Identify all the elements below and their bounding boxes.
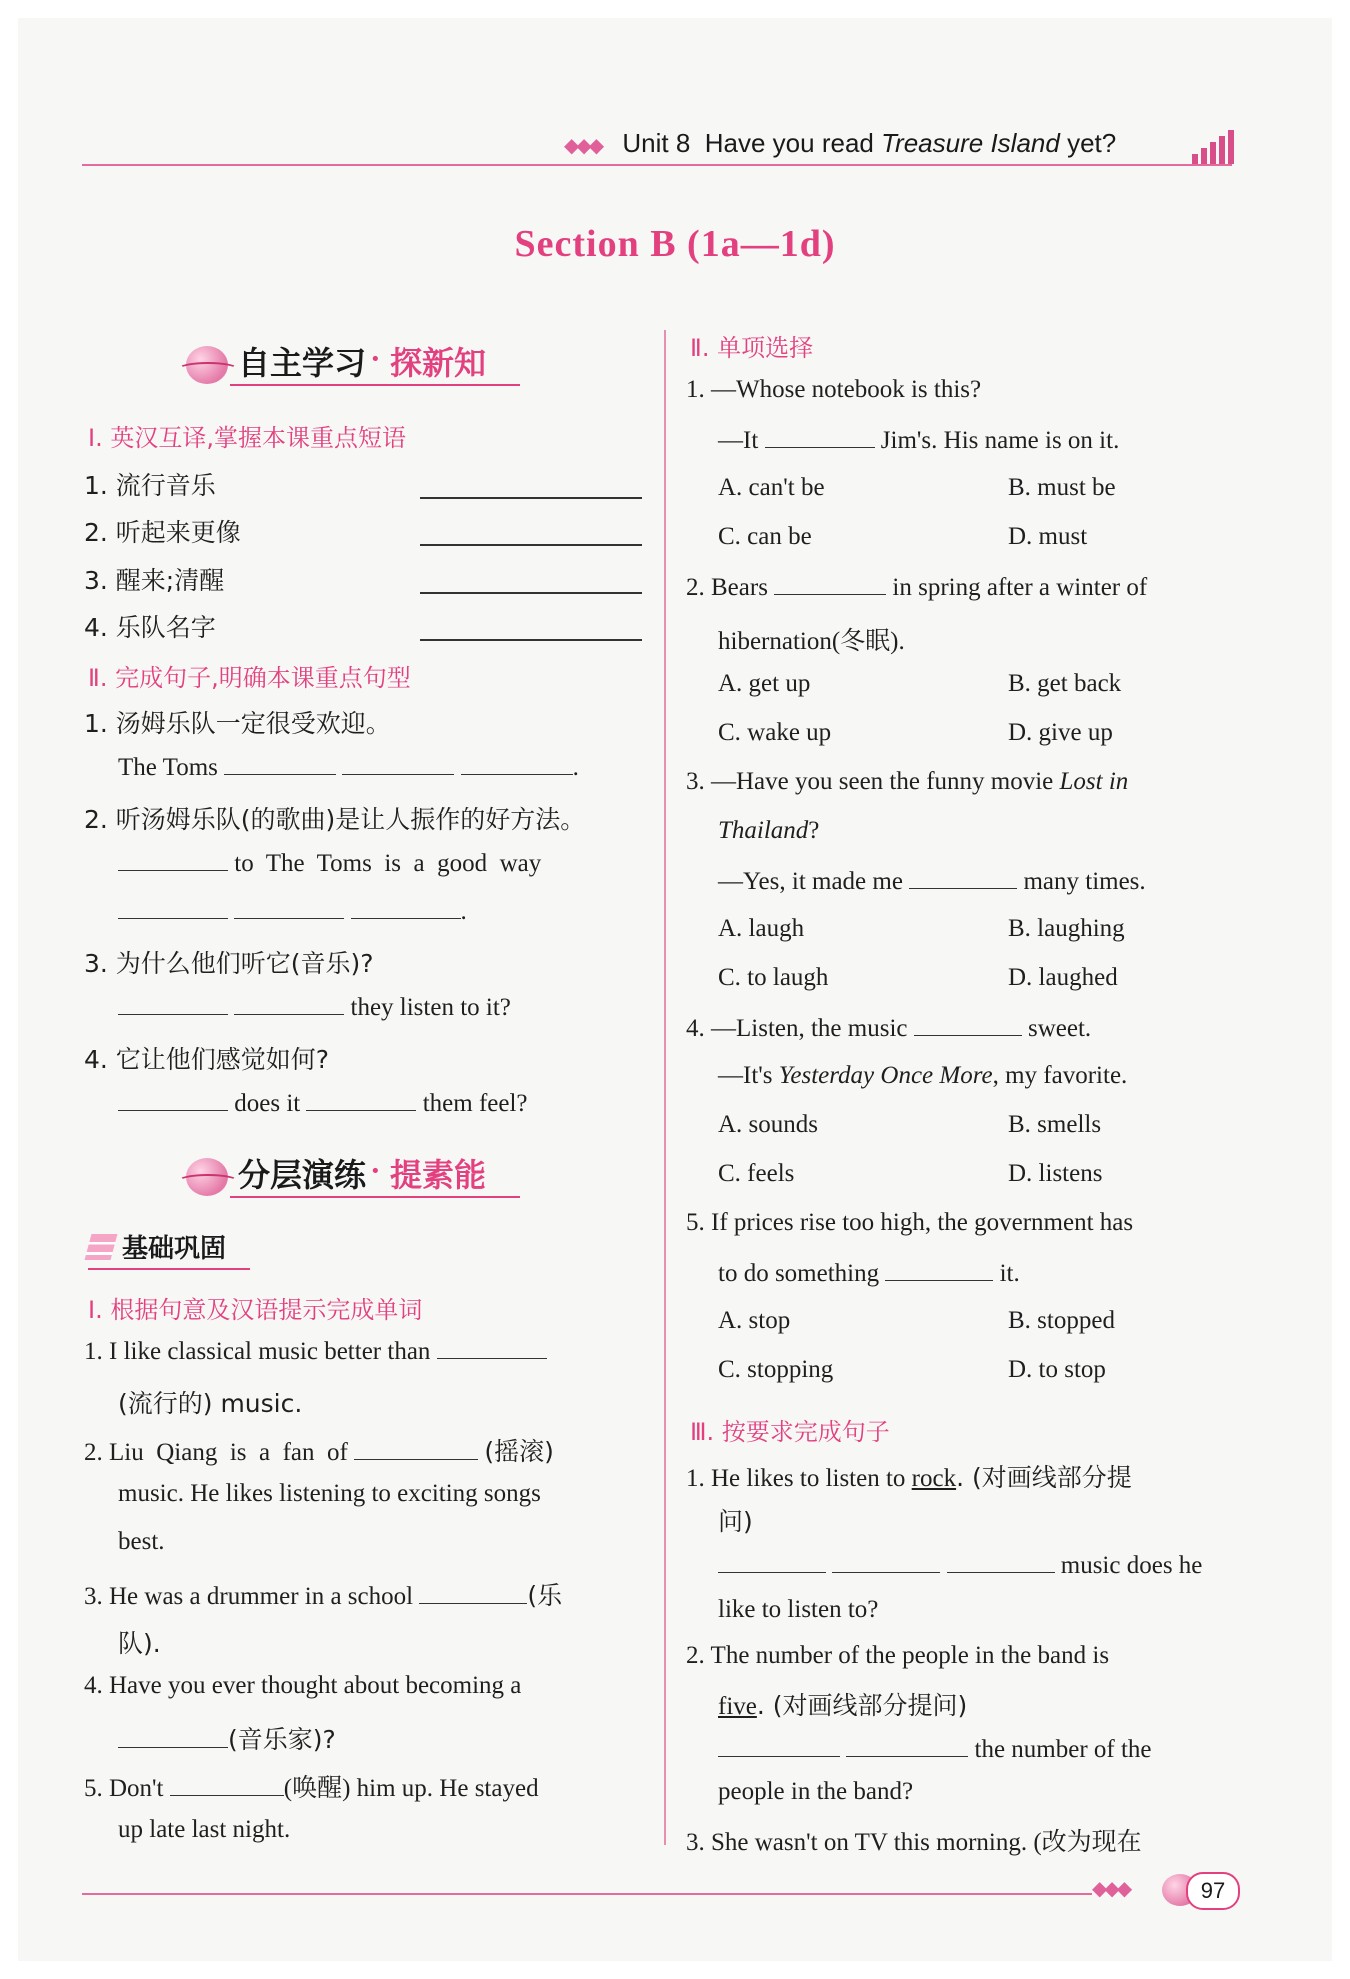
mc-option[interactable]: A. laugh xyxy=(718,915,805,942)
mc-question: 1. —Whose notebook is this? xyxy=(686,376,982,403)
mc-question-cont: —It Jim's. His name is on it. xyxy=(718,427,1120,454)
rewrite-question: 2. The number of the people in the band is xyxy=(686,1642,1110,1669)
section-heading: Ⅰ. 根据句意及汉语提示完成单词 xyxy=(88,1296,423,1324)
answer-blank[interactable] xyxy=(234,992,344,1015)
phrase-item: 1. 流行音乐 xyxy=(84,471,216,500)
answer-blank[interactable] xyxy=(909,866,1017,889)
word-question-cont: (音乐家)? xyxy=(118,1720,336,1756)
mc-option[interactable]: C. stopping xyxy=(718,1356,834,1383)
question-zh: 2. 听汤姆乐队(的歌曲)是让人振作的好方法。 xyxy=(84,805,586,834)
answer-blank[interactable] xyxy=(420,592,642,594)
word-question-cont: music. He likes listening to exciting songs xyxy=(118,1480,541,1507)
word-question-cont: (流行的) music. xyxy=(118,1389,303,1418)
answer-blank[interactable] xyxy=(118,848,228,871)
basic-consolidation-tag: 基础巩固 xyxy=(88,1228,250,1266)
answer-blank[interactable] xyxy=(170,1773,284,1796)
mc-option[interactable]: A. stop xyxy=(718,1307,791,1334)
word-question: 4. Have you ever thought about becoming a xyxy=(84,1672,522,1699)
question-zh: 1. 汤姆乐队一定很受欢迎。 xyxy=(84,709,391,738)
section-heading: Ⅲ. 按要求完成句子 xyxy=(690,1418,890,1446)
answer-blank[interactable] xyxy=(118,1725,228,1748)
answer-blank[interactable] xyxy=(234,896,344,919)
header-title-suffix: yet? xyxy=(1067,128,1117,158)
section-heading: Ⅱ. 完成句子,明确本课重点句型 xyxy=(88,664,411,692)
answer-blank[interactable] xyxy=(351,896,461,919)
mc-question-cont: —It's Yesterday Once More, my favorite. xyxy=(718,1062,1128,1089)
word-question-cont: 队). xyxy=(118,1629,161,1658)
mc-option[interactable]: D. to stop xyxy=(1008,1356,1106,1383)
mc-option[interactable]: B. smells xyxy=(1008,1111,1102,1138)
question-zh: 4. 它让他们感觉如何? xyxy=(84,1045,330,1074)
answer-blank[interactable] xyxy=(914,1013,1022,1036)
mc-option[interactable]: B. get back xyxy=(1008,670,1122,697)
question-zh: 3. 为什么他们听它(音乐)? xyxy=(84,949,374,978)
answer-blank[interactable] xyxy=(118,992,228,1015)
mc-option[interactable]: D. laughed xyxy=(1008,964,1118,991)
signal-bars-icon xyxy=(1190,124,1240,164)
answer-blank[interactable] xyxy=(846,1734,968,1757)
answer-blank[interactable] xyxy=(118,896,228,919)
mc-option[interactable]: A. sounds xyxy=(718,1111,819,1138)
rewrite-answer-cont: people in the band? xyxy=(718,1778,914,1805)
rewrite-question-cont: 问) xyxy=(718,1507,753,1536)
section-heading: Ⅰ. 英汉互译,掌握本课重点短语 xyxy=(88,424,406,452)
word-question: 3. He was a drummer in a school (乐 xyxy=(84,1581,563,1610)
rewrite-answer: music does he xyxy=(718,1550,1202,1580)
answer-blank[interactable] xyxy=(420,497,642,499)
mc-option[interactable]: A. get up xyxy=(718,670,811,697)
banner-right-text: 提素能 xyxy=(390,1156,487,1194)
answer-blank[interactable] xyxy=(306,1088,416,1111)
answer-blank[interactable] xyxy=(765,425,875,448)
mc-option[interactable]: D. must xyxy=(1008,523,1088,550)
column-divider xyxy=(664,330,666,1845)
word-question: 2. Liu Qiang is a fan of (摇滚) xyxy=(84,1437,554,1466)
decorative-diamonds-icon: ◆◆◆ xyxy=(1092,1876,1130,1900)
answer-blank[interactable] xyxy=(437,1336,547,1359)
question-en: they listen to it? xyxy=(118,992,511,1022)
mc-option[interactable]: D. give up xyxy=(1008,719,1113,746)
mc-question: 2. Bears in spring after a winter of xyxy=(686,574,1148,601)
planet-icon xyxy=(186,346,228,384)
page-background xyxy=(18,18,1332,1961)
banner-right-text: 探新知 xyxy=(390,344,487,382)
rewrite-question-cont: five. (对画线部分提问) xyxy=(718,1691,968,1720)
answer-blank[interactable] xyxy=(885,1258,993,1281)
running-header xyxy=(564,128,1234,168)
header-title-italic: Treasure Island xyxy=(881,128,1060,158)
banner-left-text: 分层演练 xyxy=(238,1156,367,1194)
section-title: Section B (1a—1d) xyxy=(514,223,836,265)
mc-question: 5. If prices rise too high, the government has xyxy=(686,1209,1134,1236)
banner-practice: 分层演练 · 提素能 xyxy=(186,1144,546,1204)
mc-option[interactable]: A. can't be xyxy=(718,474,825,501)
phrase-item: 4. 乐队名字 xyxy=(84,613,216,642)
question-en: The Toms . xyxy=(118,754,579,781)
answer-blank[interactable] xyxy=(354,1437,478,1460)
mc-question-cont: to do something it. xyxy=(718,1260,1020,1287)
rewrite-answer: the number of the xyxy=(718,1734,1152,1764)
header-title-prefix: Have you read xyxy=(704,128,874,158)
banner-left-text: 自主学习 xyxy=(238,344,367,382)
mc-option[interactable]: C. feels xyxy=(718,1160,795,1187)
mc-question: 3. —Have you seen the funny movie Lost in xyxy=(686,768,1129,795)
section-heading: Ⅱ. 单项选择 xyxy=(690,334,814,362)
header-rule xyxy=(82,164,1232,166)
mc-option[interactable]: C. to laugh xyxy=(718,964,829,991)
phrase-item: 3. 醒来;清醒 xyxy=(84,566,225,595)
book-stack-icon xyxy=(85,1234,118,1260)
mc-question-cont: hibernation(冬眠). xyxy=(718,628,905,655)
word-question-cont: up late last night. xyxy=(118,1816,291,1843)
question-en: does it them feel? xyxy=(118,1088,528,1118)
mc-option[interactable]: C. wake up xyxy=(718,719,832,746)
mc-option[interactable]: B. must be xyxy=(1008,474,1116,501)
answer-blank[interactable] xyxy=(947,1550,1055,1573)
answer-blank[interactable] xyxy=(224,752,336,775)
banner-self-study: 自主学习 · 探新知 xyxy=(186,332,546,392)
rewrite-question: 1. He likes to listen to rock. (对画线部分提 xyxy=(686,1463,1132,1492)
answer-blank[interactable] xyxy=(420,639,642,641)
answer-blank[interactable] xyxy=(342,752,454,775)
phrase-item: 2. 听起来更像 xyxy=(84,518,241,547)
answer-blank[interactable] xyxy=(118,1088,228,1111)
header-unit: Unit 8 xyxy=(622,128,691,158)
mc-option[interactable]: B. laughing xyxy=(1008,915,1125,942)
rewrite-question: 3. She wasn't on TV this morning. (改为现在 xyxy=(686,1829,1142,1856)
mc-question-cont: Thailand? xyxy=(718,817,820,844)
word-question-cont: best. xyxy=(118,1528,165,1555)
answer-blank[interactable] xyxy=(419,1581,527,1604)
rewrite-answer-cont: like to listen to? xyxy=(718,1596,879,1623)
mc-option[interactable]: D. listens xyxy=(1008,1160,1103,1187)
question-en: . xyxy=(118,896,467,926)
answer-blank[interactable] xyxy=(718,1550,826,1573)
question-en: to The Toms is a good way xyxy=(118,848,541,878)
answer-blank[interactable] xyxy=(832,1550,940,1573)
mc-option[interactable]: C. can be xyxy=(718,523,812,550)
mc-question-cont: —Yes, it made me many times. xyxy=(718,868,1146,895)
mc-option[interactable]: B. stopped xyxy=(1008,1307,1115,1334)
answer-blank[interactable] xyxy=(718,1734,840,1757)
decorative-diamonds-icon: ◆◆◆ xyxy=(564,135,602,157)
planet-icon xyxy=(186,1158,228,1196)
page-number: 97 xyxy=(1186,1872,1240,1910)
answer-blank[interactable] xyxy=(461,752,573,775)
word-question: 5. Don't (唤醒) him up. He stayed xyxy=(84,1775,539,1802)
answer-blank[interactable] xyxy=(774,572,886,595)
answer-blank[interactable] xyxy=(420,544,642,546)
footer-rule xyxy=(82,1893,1092,1895)
mc-question: 4. —Listen, the music sweet. xyxy=(686,1015,1092,1042)
word-question: 1. I like classical music better than xyxy=(84,1336,547,1366)
